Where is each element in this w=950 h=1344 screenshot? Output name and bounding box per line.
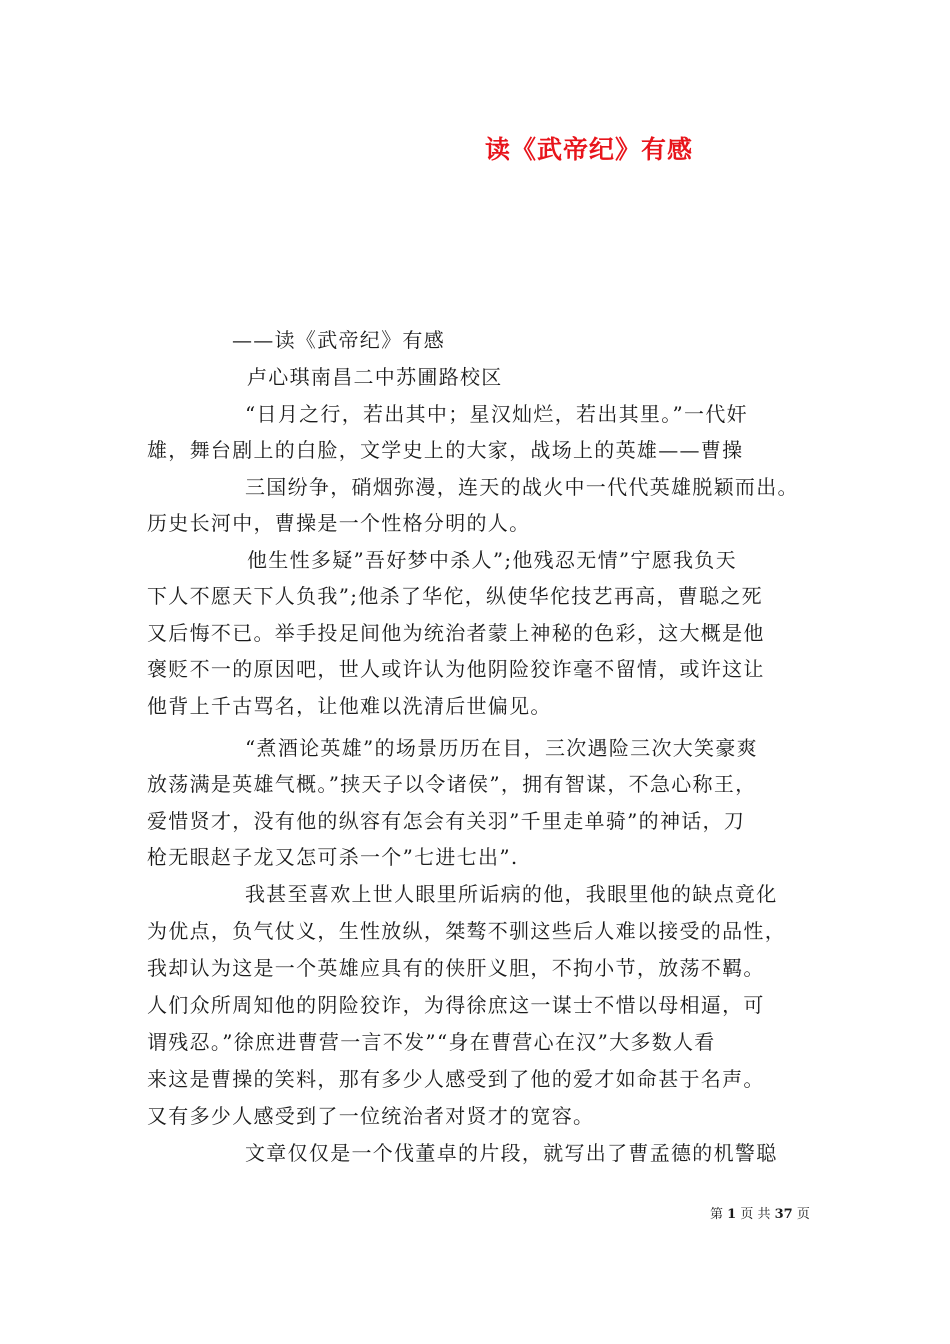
paragraph-line: 又有多少人感受到了一位统治者对贤才的宽容。 [147,1104,595,1128]
paragraph-line: 雄，舞台剧上的白脸，文学史上的大家，战场上的英雄——曹操 [147,438,744,462]
paragraph-line: 下人不愿天下人负我”;他杀了华佗，纵使华佗技艺再高，曹聪之死 [147,584,763,608]
paragraph-line: “日月之行，若出其中；星汉灿烂，若出其里。”一代奸 [245,402,748,426]
paragraph-line: 人们众所周知他的阴险狡诈，为得徐庶这一谋士不惜以母相逼，可 [147,993,765,1017]
author-line: 卢心琪南昌二中苏圃路校区 [247,365,503,389]
paragraph-line: 放荡满是英雄气概。”挟天子以令诸侯”，拥有智谋，不急心称王， [147,772,757,796]
paragraph-line: “煮酒论英雄”的场景历历在目，三次遇险三次大笑豪爽 [245,736,758,760]
footer-middle: 页 共 [740,1207,771,1222]
paragraph-line: 枪无眼赵子龙又怎可杀一个”七进七出”. [147,845,519,869]
footer-suffix: 页 [796,1207,810,1222]
paragraph-line: 来这是曹操的笑料，那有多少人感受到了他的爱才如命甚于名声。 [147,1067,765,1091]
paragraph-line: 我却认为这是一个英雄应具有的侠肝义胆，不拘小节，放荡不羁。 [147,956,765,980]
paragraph-line: 又后悔不已。举手投足间他为统治者蒙上神秘的色彩，这大概是他 [147,621,765,645]
paragraph-line: 历史长河中，曹操是一个性格分明的人。 [147,511,531,535]
paragraph-line: 谓残忍。”徐庶进曹营一言不发”“身在曹营心在汉”大多数人看 [147,1030,716,1054]
paragraph-line: 他生性多疑”吾好梦中杀人”;他残忍无情”宁愿我负天 [247,548,737,572]
page-footer [710,1203,810,1222]
paragraph-line: 为优点，负气仗义，生性放纵，桀骜不驯这些后人难以接受的品性， [147,919,786,943]
paragraph-line: 我甚至喜欢上世人眼里所诟病的他，我眼里他的缺点竟化 [245,882,778,906]
total-page-number: 37 [774,1207,793,1222]
paragraph-line: 三国纷争，硝烟弥漫，连天的战火中一代代英雄脱颖而出。 [245,475,799,499]
footer-prefix: 第 [710,1207,724,1222]
paragraph-line: 他背上千古骂名，让他难以洗清后世偏见。 [147,694,552,718]
subtitle: ——读《武帝纪》有感 [232,328,445,352]
paragraph-line: 爱惜贤才，没有他的纵容有怎会有关羽”千里走单骑”的神话，刀 [147,809,746,833]
page-title: 读《武帝纪》有感 [484,135,693,164]
current-page-number: 1 [727,1207,737,1222]
paragraph-line: 褒贬不一的原因吧，世人或许认为他阴险狡诈毫不留情，或许这让 [147,657,765,681]
paragraph-line: 文章仅仅是一个伐董卓的片段，就写出了曹孟德的机警聪 [245,1141,778,1165]
